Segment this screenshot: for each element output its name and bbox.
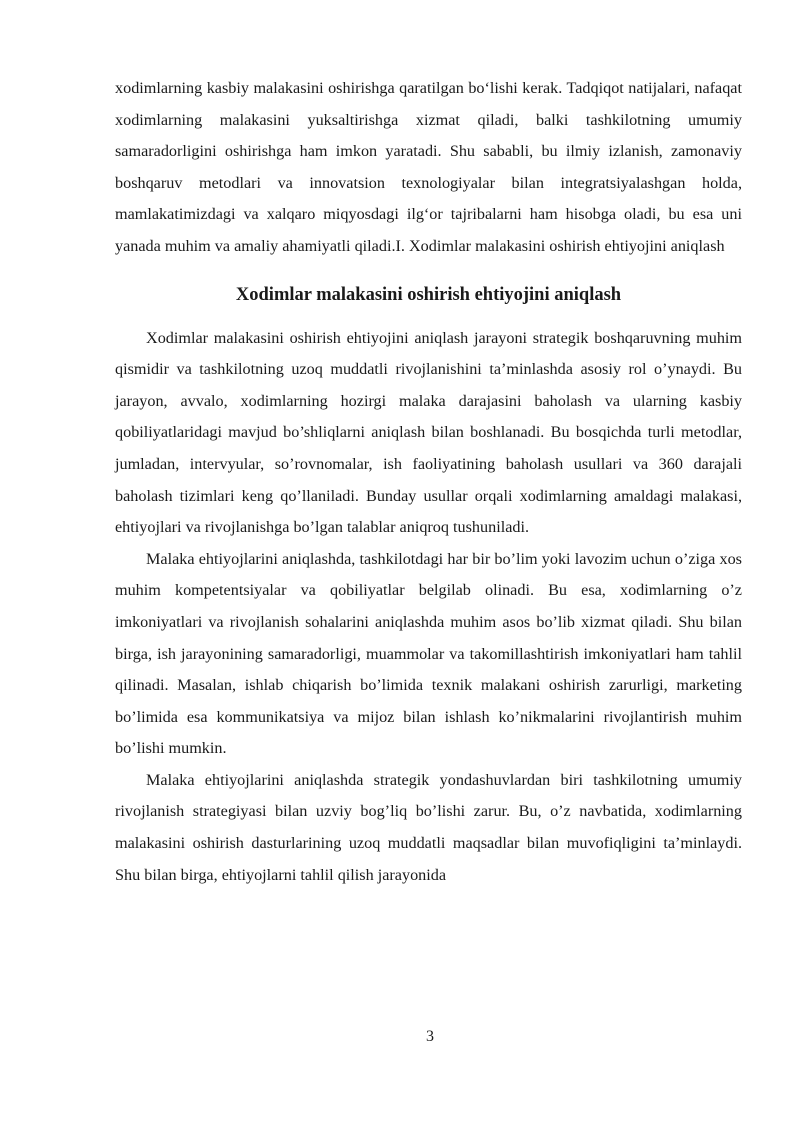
intro-paragraph: xodimlarning kasbiy malakasini oshirishga qaratilgan bo‘lishi kerak. Tadqiqot natijalari, nafaqat xodimlarning malakasini yuksaltirishga xizmat qiladi, balki tashkilotning umumiy samaradorligini oshirishga ham imkon yaratadi. Shu sababli, bu ilmiy izlanish, zamonaviy boshqaruv metodlari va innovatsion texnologiyalar bilan integratsiyalashgan holda, mamlakatimizdagi va xalqaro miqyosdagi ilg‘or tajribalarni ham hisobga oladi, bu esa uni yanada muhim va amaliy ahamiyatli qiladi.I. Xodimlar malakasini oshirish ehtiyojini aniqlash xyxy=(115,79,742,255)
body-paragraph-3: Malaka ehtiyojlarini aniqlashda strategik yondashuvlardan biri tashkilotning umumiy rivojlanish strategiyasi bilan uzviy bog’liq bo’lishi zarur. Bu, o’z navbatida, xodimlarning malakasini oshirish dasturlarining uzoq muddatli maqsadlar bilan muvofiqligini ta’minlaydi. Shu bilan birga, ehtiyojlarni tahlil qilish jarayonida xyxy=(115,770,742,884)
document-page xyxy=(115,73,742,891)
body-paragraph-1: Xodimlar malakasini oshirish ehtiyojini aniqlash jarayoni strategik boshqaruvning muhim qismidir va tashkilotning uzoq muddatli rivojlanishini ta’minlashda asosiy rol o’ynaydi. Bu jarayon, avvalo, xodimlarning hozirgi malaka darajasini baholash va ularning kasbiy qobiliyatlaridagi mavjud bo’shliqlarni aniqlash bilan boshlanadi. Bu bosqichda turli metodlar, jumladan, intervyular, so’rovnomalar, ish faoliyatining baholash usullari va 360 darajali baholash tizimlari keng qo’llaniladi. Bunday usullar orqali xodimlarning amaldagi malakasi, ehtiyojlari va rivojlanishga bo’lgan talablar aniqroq tushuniladi. xyxy=(115,328,742,537)
page-number: 3 xyxy=(426,1028,434,1045)
body-paragraph-2: Malaka ehtiyojlarini aniqlashda, tashkilotdagi har bir bo’lim yoki lavozim uchun o’ziga xos muhim kompetentsiyalar va qobiliyatlar belgilab olinadi. Bu esa, xodimlarning o’z imkoniyatlari va rivojlanish sohalarini aniqlashda muhim asos bo’lib xizmat qiladi. Shu bilan birga, ish jarayonining samaradorligi, muammolar va takomillashtirish imkoniyatlari ham tahlil qilinadi. Masalan, ishlab chiqarish bo’limida texnik malakani oshirish zarurligi, marketing bo’limida esa kommunikatsiya va mijoz bilan ishlash ko’nikmalarini rivojlantirish muhim bo’lishi mumkin. xyxy=(115,549,742,758)
section-heading: Xodimlar malakasini oshirish ehtiyojini aniqlash xyxy=(235,284,622,305)
